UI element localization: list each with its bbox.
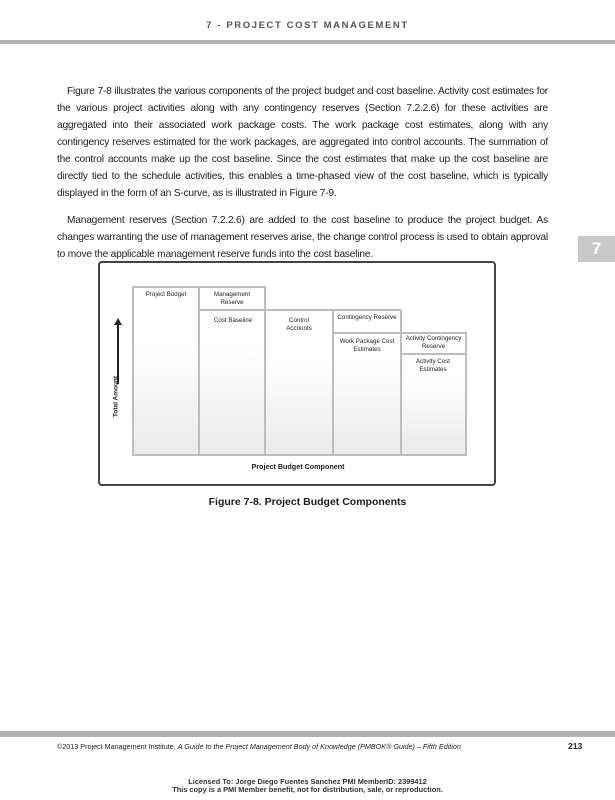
header-rule	[0, 40, 615, 44]
body-text	[57, 83, 548, 273]
x-axis-label: Project Budget Component	[251, 462, 345, 471]
footer-copyright: ©2013 Project Management Institute.	[57, 742, 176, 751]
activity-contingency-column	[400, 332, 467, 456]
running-header: 7 - PROJECT COST MANAGEMENT	[206, 20, 409, 31]
activity-contingency-divider	[400, 353, 467, 355]
footer-guide-title: A Guide to the Project Management Body of Knowledge (PMBOK® Guide) – Fifth Edition	[177, 742, 461, 751]
footer-rule	[0, 731, 615, 737]
paragraph-2: Management reserves (Section 7.2.2.6) are added to the cost baseline to produce the project budget. As changes warranting the use of management reserves arise, the change control process is used to obtain approval to move the applicable management reserve funds into the cost baseline.	[57, 215, 548, 260]
label-cost-baseline: Cost Baseline	[213, 317, 253, 324]
footer-text	[57, 742, 461, 751]
label-control-accounts: Control Accounts	[286, 317, 312, 332]
license-line-1: Licensed To: Jorge Diego Fuentes Sanchez PMI MemberID: 2399412	[188, 777, 427, 786]
label-project-budget: Project Budget	[145, 291, 187, 298]
label-work-package-cost-estimates: Work Package Cost Estimates	[339, 338, 395, 353]
paragraph-1: Figure 7-8 illustrates the various components of the project budget and cost baseline. Activity cost estimates for the various project activities along with any contingency reserves (Section 7.2.2.6) for these activities are aggregated into their associated work package costs. The work package cost estimates, along with any contingency reserves estimated for the work packages, are aggregated into control accounts. The summation of the control accounts make up the cost baseline. Since the cost estimates that make up the cost baseline are directly tied to the schedule activities, this enables a time-phased view of the cost baseline, which is typically displayed in the form of an S-curve, as is illustrated in Figure 7-9.	[57, 86, 548, 199]
management-reserve-column	[198, 286, 266, 456]
contingency-reserve-divider	[332, 332, 402, 334]
license-line-2: This copy is a PMI Member benefit, not for distribution, sale, or reproduction.	[172, 785, 443, 794]
label-activity-contingency-reserve: Activity Contingency Reserve	[405, 335, 462, 350]
label-activity-cost-estimates: Activity Cost Estimates	[415, 358, 451, 373]
chapter-tab: 7	[578, 236, 615, 262]
project-budget-column	[132, 286, 200, 456]
y-axis-label: Total Amount	[112, 375, 120, 418]
management-reserve-divider	[198, 309, 266, 311]
label-contingency-reserve: Contingency Reserve	[337, 314, 397, 321]
license-notice	[0, 778, 615, 794]
page-number: 213	[568, 741, 583, 751]
figure-caption: Figure 7-8. Project Budget Components	[208, 496, 407, 508]
label-management-reserve: Management Reserve	[213, 291, 251, 306]
